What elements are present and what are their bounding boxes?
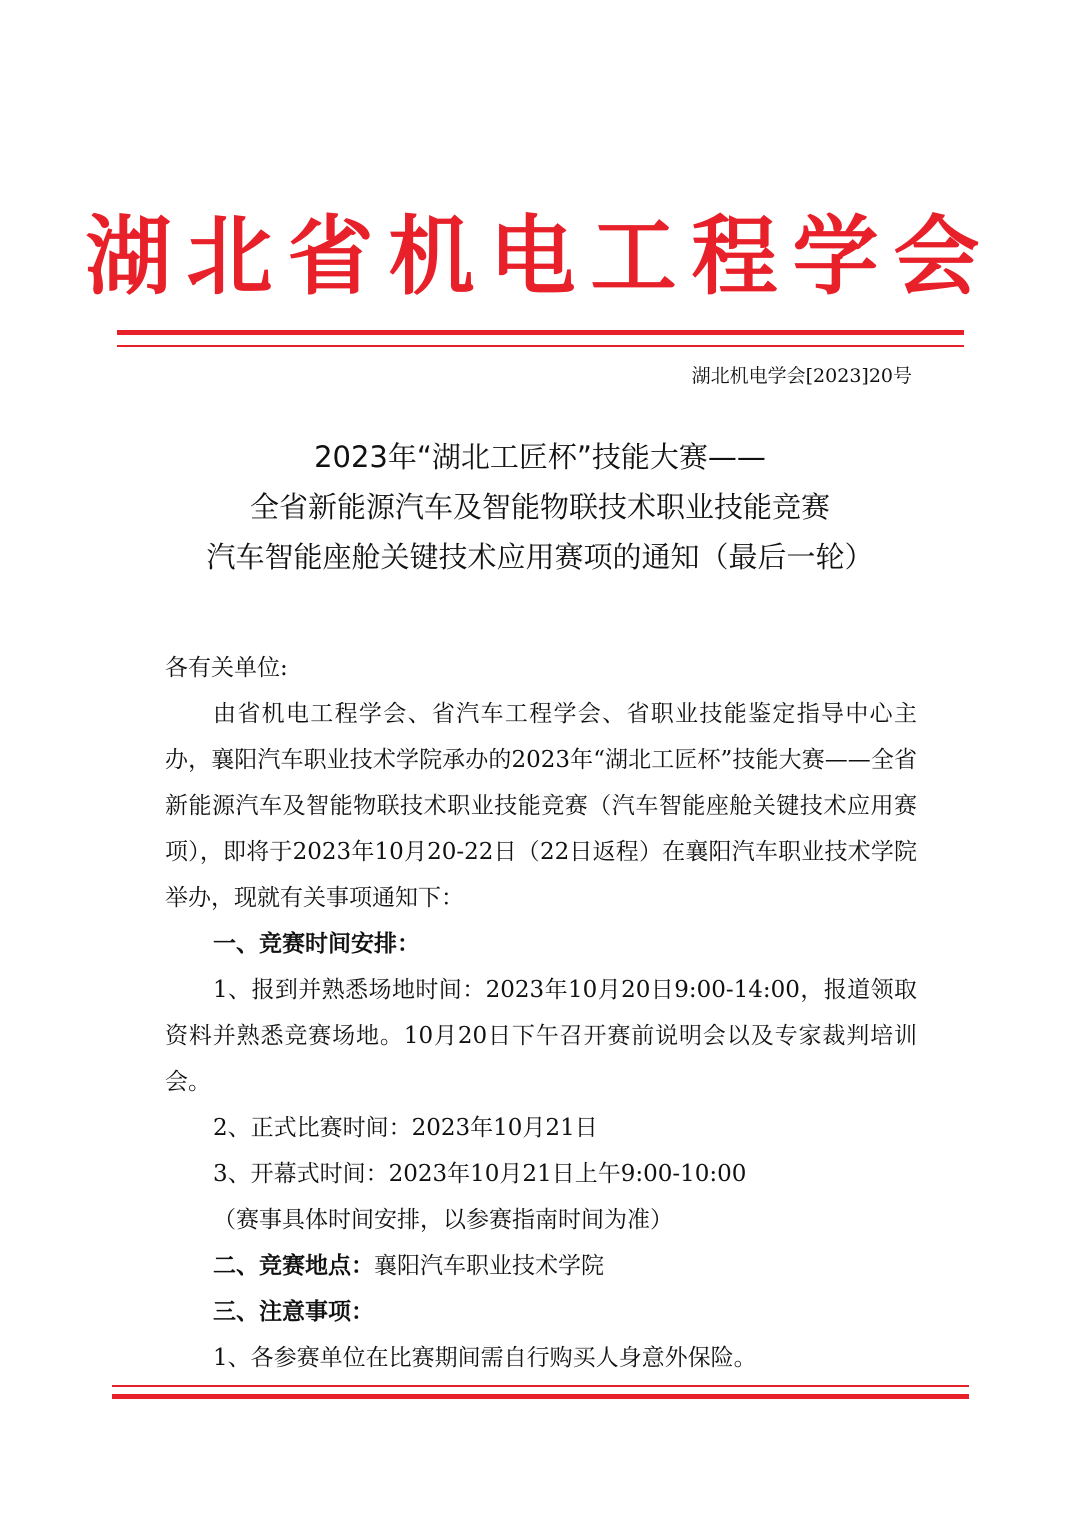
section-1-item-1: 1、报到并熟悉场地时间：2023年10月20日9:00-14:00，报道领取资料并熟悉竞赛场地。10月20日下午召开赛前说明会以及专家裁判培训会。	[165, 977, 917, 1095]
document-title	[0, 432, 1080, 582]
section-2	[165, 1243, 917, 1289]
title-line-1: 2023年“湖北工匠杯”技能大赛——	[314, 440, 766, 474]
section-3-heading: 三、注意事项：	[213, 1299, 374, 1325]
title-line-2: 全省新能源汽车及智能物联技术职业技能竞赛	[249, 490, 830, 524]
title-line-3: 汽车智能座舱关键技术应用赛项的通知（最后一轮）	[206, 540, 874, 574]
section-1-heading: 一、竞赛时间安排：	[213, 931, 420, 957]
footer-divider-thin	[112, 1385, 969, 1387]
header-divider-thin	[117, 345, 964, 347]
section-1-item-2: 2、正式比赛时间：2023年10月21日	[213, 1115, 598, 1141]
organization-masthead: 湖北省机电工程学会	[85, 207, 995, 307]
section-1-item-3: 3、开幕式时间：2023年10月21日上午9:00-10:00	[213, 1161, 747, 1187]
header-divider-thick	[117, 330, 964, 335]
section-2-value: 襄阳汽车职业技术学院	[374, 1253, 604, 1279]
salutation: 各有关单位:	[165, 655, 288, 681]
section-3-item-1: 1、各参赛单位在比赛期间需自行购买人身意外保险。	[213, 1345, 757, 1371]
intro-paragraph: 由省机电工程学会、省汽车工程学会、省职业技能鉴定指导中心主办，襄阳汽车职业技术学院承办的2023年“湖北工匠杯”技能大赛——全省新能源汽车及智能物联技术职业技能竞赛（汽车智能座舱关键技术应用赛项），即将于2023年10月20-22日（22日返程）在襄阳汽车职业技术学院举办，现就有关事项通知下：	[165, 701, 917, 911]
section-2-heading: 二、竞赛地点：	[213, 1253, 374, 1279]
section-1-note: （赛事具体时间安排，以参赛指南时间为准）	[213, 1207, 673, 1233]
footer-divider-thick	[112, 1394, 969, 1399]
document-body	[165, 645, 917, 1381]
document-number: 湖北机电学会[2023]20号	[691, 365, 912, 387]
